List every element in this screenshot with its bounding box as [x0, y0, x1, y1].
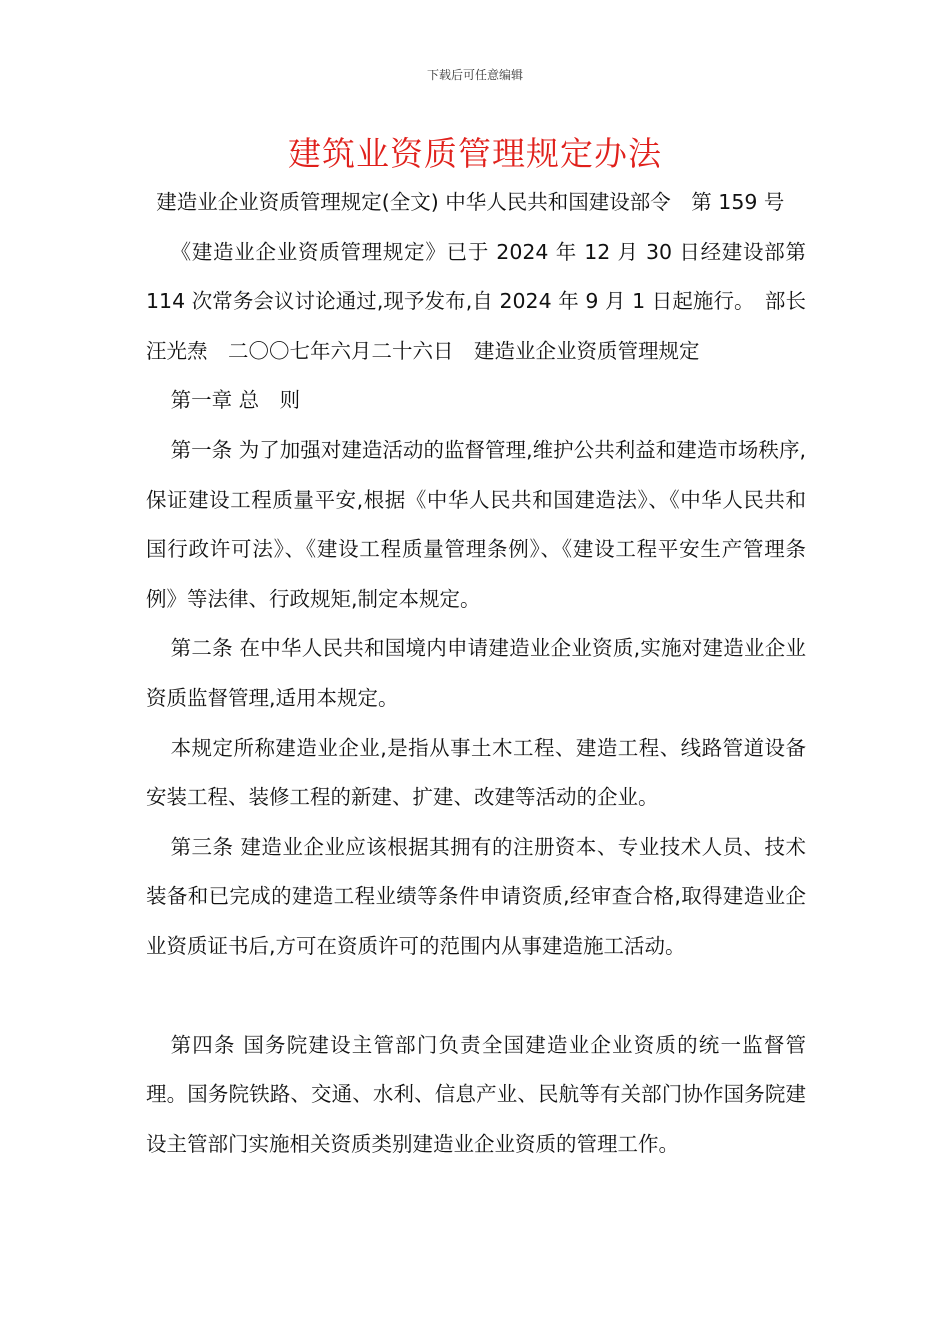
- paragraph-article-4: 第四条 国务院建设主管部门负责全国建造业企业资质的统一监督管理。国务院铁路、交通、水利、信息产业、民航等有关部门协作国务院建设主管部门实施相关资质类别建造业企业资质的管理工作。: [146, 1032, 806, 1156]
- document-title: 建筑业资质管理规定办法: [288, 134, 662, 173]
- paragraph-decree: 建造业企业资质管理规定(全文) 中华人民共和国建设部令 第 159 号: [156, 190, 785, 214]
- paragraph-article-2: 第二条 在中华人民共和国境内申请建造业企业资质,实施对建造业企业资质监督管理,适用本规定。: [146, 636, 806, 710]
- chapter-heading: 第一章 总 则: [170, 388, 301, 413]
- document-body: [146, 178, 827, 1169]
- paragraph-promulgation: 《建造业企业资质管理规定》已于 2024 年 12 月 30 日经建设部第 114 次常务会议讨论通过,现予发布,自 2024 年 9 月 1 日起施行。 部长 汪光焘 二〇〇七年六月二十六日 建造业企业资质管理规定: [146, 239, 827, 363]
- paragraph-definition: 本规定所称建造业企业,是指从事土木工程、建造工程、线路管道设备安装工程、装修工程的新建、扩建、改建等活动的企业。: [146, 735, 806, 810]
- paragraph-article-3: 第三条 建造业企业应该根据其拥有的注册资本、专业技术人员、技术装备和已完成的建造工程业绩等条件申请资质,经审查合格,取得建造业企业资质证书后,方可在资质许可的范围内从事建造施工活动。: [146, 834, 806, 958]
- header-note: 下载后可任意编辑: [426, 68, 523, 82]
- paragraph-article-1: 第一条 为了加强对建造活动的监督管理,维护公共利益和建造市场秩序,保证建设工程质量平安,根据《中华人民共和国建造法》、《中华人民共和国行政许可法》、《建设工程质量管理条例》、《建设工程平安生产管理条例》等法律、行政规矩,制定本规定。: [146, 437, 806, 611]
